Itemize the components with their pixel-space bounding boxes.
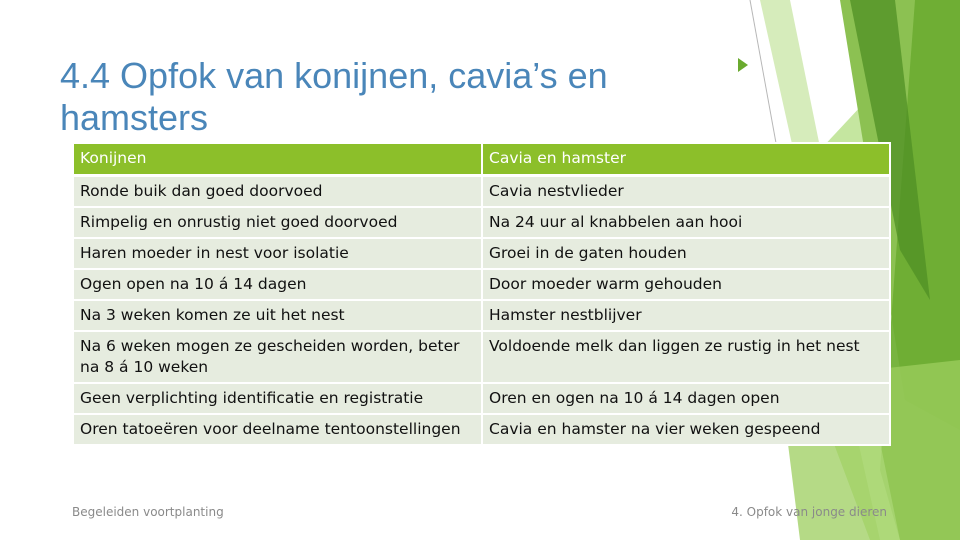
column-header-konijnen: Konijnen: [73, 143, 482, 176]
table-cell: Ronde buik dan goed doorvoed: [73, 176, 482, 208]
table-cell: Door moeder warm gehouden: [482, 269, 890, 300]
table-row: [73, 331, 890, 383]
table-cell: Haren moeder in nest voor isolatie: [73, 238, 482, 269]
table-cell: Oren en ogen na 10 á 14 dagen open: [482, 383, 890, 414]
table-cell: Cavia nestvlieder: [482, 176, 890, 208]
table-row: [73, 383, 890, 414]
table-row: [73, 207, 890, 238]
table-row: [73, 176, 890, 208]
slide-title: 4.4 Opfok van konijnen, cavia’s en hamsters: [60, 55, 608, 138]
table-row: [73, 300, 890, 331]
table-cell: Na 3 weken komen ze uit het nest: [73, 300, 482, 331]
table-cell: Rimpelig en onrustig niet goed doorvoed: [73, 207, 482, 238]
table-cell: Na 6 weken mogen ze gescheiden worden, beter na 8 á 10 weken: [73, 331, 482, 383]
table-cell: Oren tatoeëren voor deelname tentoonstellingen: [73, 414, 482, 445]
table-cell: Cavia en hamster na vier weken gespeend: [482, 414, 890, 445]
column-header-cavia-hamster: Cavia en hamster: [482, 143, 890, 176]
comparison-table: [72, 142, 891, 446]
footer-chapter-name: 4. Opfok van jonge dieren: [731, 505, 887, 519]
table-cell: Hamster nestblijver: [482, 300, 890, 331]
table-cell: Geen verplichting identificatie en registratie: [73, 383, 482, 414]
table-cell: Voldoende melk dan liggen ze rustig in het nest: [482, 331, 890, 383]
table-row: [73, 269, 890, 300]
table-cell: Groei in de gaten houden: [482, 238, 890, 269]
table-header-row: [73, 143, 890, 176]
table-row: [73, 238, 890, 269]
footer-course-name: Begeleiden voortplanting: [72, 505, 224, 519]
table-row: [73, 414, 890, 445]
table-cell: Na 24 uur al knabbelen aan hooi: [482, 207, 890, 238]
table-cell: Ogen open na 10 á 14 dagen: [73, 269, 482, 300]
